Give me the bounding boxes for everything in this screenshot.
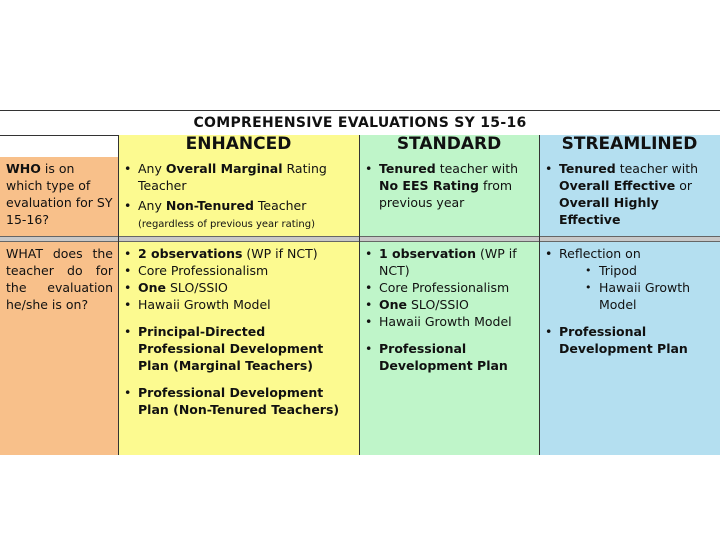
who-enhanced-cell <box>118 157 359 236</box>
list-item: • Principal-Directed Professional Development Plan (Marginal Teachers) <box>118 323 355 374</box>
list-item: • Hawaii Growth Model <box>118 296 355 313</box>
evaluation-table <box>0 110 720 455</box>
list-item: • Any Overall Marginal Rating Teacher <box>118 160 355 194</box>
list-item: • One SLO/SSIO <box>359 296 535 313</box>
what-label-cell <box>0 242 118 455</box>
sub-list-item: • Tripod <box>579 262 716 279</box>
enhanced-header: ENHANCED <box>185 134 292 154</box>
list-item: • Tenured teacher with Overall Effective or Overall Highly Effective <box>539 160 716 228</box>
who-streamlined-cell <box>539 157 720 236</box>
list-item: • 1 observation (WP if NCT) <box>359 245 535 279</box>
streamlined-header: STREAMLINED <box>561 134 698 154</box>
what-streamlined-cell <box>539 242 720 455</box>
list-item: • Professional Development Plan (Non-Tenured Teachers) <box>118 384 355 418</box>
table-title: COMPREHENSIVE EVALUATIONS SY 15-16 <box>0 110 720 136</box>
list-item: • Reflection on • Tripod • Hawaii Growth Model <box>539 245 716 313</box>
sub-list-item: • Hawaii Growth Model <box>579 279 716 313</box>
list-item: • Professional Development Plan <box>539 323 716 357</box>
list-item: • Tenured teacher with No EES Rating from previous year <box>359 160 535 211</box>
who-label-cell <box>0 157 118 236</box>
who-label-text: is on which type of evaluation for SY 15-16? <box>6 161 113 227</box>
column-divider <box>118 135 119 455</box>
what-label: WHAT does the teacher do for the evaluation he/she is on? <box>6 246 113 312</box>
list-item: • Any Non-Tenured Teacher (regardless of previous year rating) <box>118 197 355 233</box>
what-enhanced-cell <box>118 242 359 455</box>
list-item: • Professional Development Plan <box>359 340 535 374</box>
who-standard-cell <box>359 157 539 236</box>
what-standard-cell <box>359 242 539 455</box>
who-label-bold: WHO <box>6 161 41 176</box>
column-divider <box>539 135 540 455</box>
standard-header: STANDARD <box>396 134 502 154</box>
list-item: • Hawaii Growth Model <box>359 313 535 330</box>
list-item: • 2 observations (WP if NCT) <box>118 245 355 262</box>
list-item: • Core Professionalism <box>118 262 355 279</box>
list-item: • Core Professionalism <box>359 279 535 296</box>
column-divider <box>359 135 360 455</box>
list-item: • One SLO/SSIO <box>118 279 355 296</box>
